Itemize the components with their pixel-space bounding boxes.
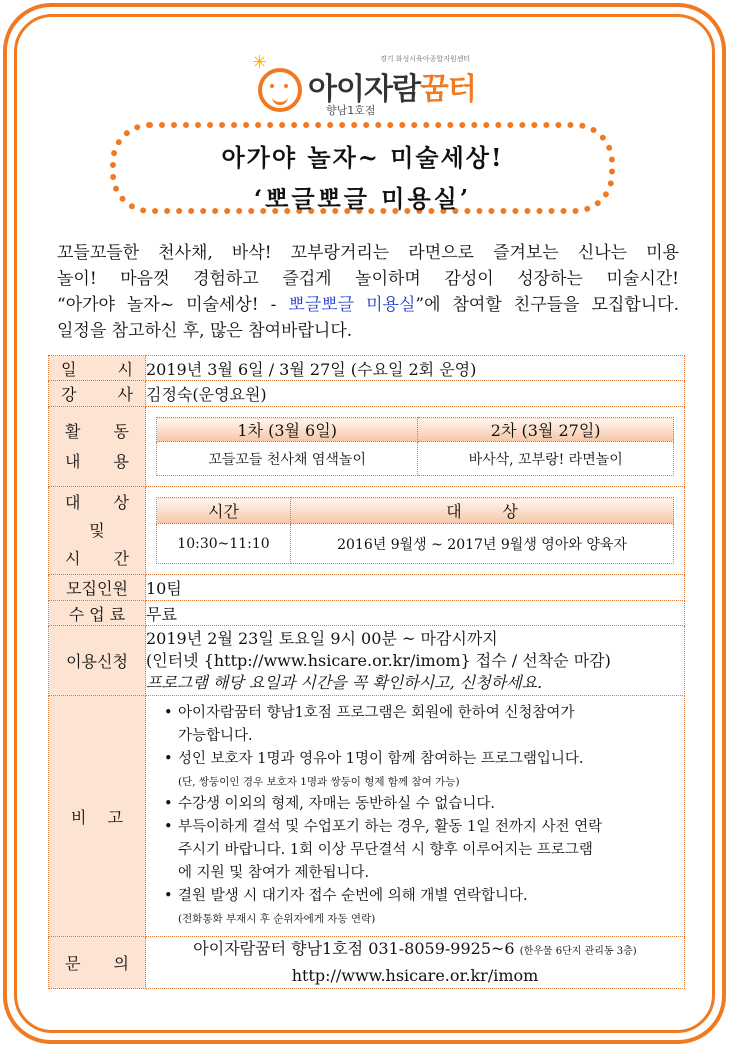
child-face-icon bbox=[258, 68, 302, 112]
note-item: • 결원 발생 시 대기자 접수 순번에 의해 개별 연락합니다. bbox=[164, 885, 678, 908]
notes-list bbox=[146, 696, 684, 936]
row-date: 일 시 2019년 3월 6일 / 3월 27일 (수요일 2회 운영) bbox=[49, 356, 685, 381]
intro-text bbox=[57, 240, 679, 344]
row-apply: 이용신청 2019년 2월 23일 토요일 9시 00분 ~ 마감시까지 (인터넷 {http://www.hsicare.or.kr/imom} 접수 / 선착순 마감) 프로그램 해당 요일과 시간을 꼭 확인하시고, 신청하세요. bbox=[49, 626, 685, 696]
apply-method: (인터넷 {http://www.hsicare.or.kr/imom} 접수 / 선착순 마감) bbox=[146, 650, 611, 670]
intro-line: 놀이! 마음껏 경험하고 즐겁게 놀이하며 감성이 성장하는 미술시간! bbox=[57, 269, 679, 289]
note-item: • 아이자람꿈터 향남1호점 프로그램은 회원에 한하여 신청참여가 가능합니다. bbox=[164, 702, 678, 748]
row-notes: 비 고 • 아이자람꿈터 향남1호점 프로그램은 회원에 한하여 신청참여가 가능합니다. • 성인 보호자 1명과 영유아 1명이 함께 참여하는 프로그램입니다. (단, 쌍둥이인 경우 보호자 1명과 쌍둥이 형제 함께 참여 가능) • 수강생 이외의 형제, 자매는 동반하실 수 없습니다. • 부득이하게 결석 및 수업포기 하는 경우, 활동 1일 전까지 사전 연락 주시기 바랍니다. 1회 이상 무단결석 시 향후 이루어지는 프로그램 에 지원 및 참여가 제한됩니다. • 결원 발생 시 대기자 접수 순번에 의해 개별 연락합니다. (전화통화 부재시 후 순위자에게 자동 연락) bbox=[49, 696, 685, 937]
row-activity: 활 동 내 용 1차 (3월 6일) 2차 (3월 27일) 꼬들꼬들 천사채 염색놀이 바사삭, 꼬부랑! 라면놀이 bbox=[49, 407, 685, 487]
target-subtable bbox=[156, 497, 674, 564]
apply-period: 2019년 2월 23일 토요일 9시 00분 ~ 마감시까지 bbox=[146, 628, 498, 648]
row-recruit: 모집인원 10팀 bbox=[49, 575, 685, 601]
logo bbox=[250, 50, 500, 120]
activity-subtable bbox=[156, 417, 674, 476]
contact-url[interactable]: http://www.hsicare.or.kr/imom bbox=[291, 966, 539, 985]
row-fee: 수 업 료 무료 bbox=[49, 601, 685, 626]
date-value: 2019년 3월 6일 / 3월 27일 (수요일 2회 운영) bbox=[146, 356, 685, 381]
logo-center-name: 경기 화성시육아종합지원센터 bbox=[380, 55, 471, 63]
session2-content: 바사삭, 꼬부랑! 라면놀이 bbox=[418, 442, 674, 476]
row-teacher: 강 사 김정숙(운영요원) bbox=[49, 381, 685, 407]
apply-notice: 프로그램 해당 요일과 시간을 꼭 확인하시고, 신청하세요. bbox=[146, 672, 543, 692]
session1-content: 꼬들꼬들 천사채 염색놀이 bbox=[157, 442, 418, 476]
sparkle-icon: ✳ bbox=[252, 52, 268, 73]
intro-line: 꼬들꼬들한 천사채, 바삭! 꼬부랑거리는 라면으로 즐겨보는 신나는 미용 bbox=[57, 243, 679, 263]
target-value: 2016년 9월생 ~ 2017년 9월생 영아와 양육자 bbox=[291, 524, 674, 564]
contact-phone: 아이자람꿈터 향남1호점 031-8059-9925~6 (한우물 6단지 관리동 3층) bbox=[193, 939, 637, 958]
note-sub: (단, 쌍둥이인 경우 보호자 1명과 쌍둥이 형제 함께 참여 가능) bbox=[178, 776, 460, 788]
note-item: • 수강생 이외의 형제, 자매는 동반하실 수 없습니다. bbox=[164, 793, 678, 816]
row-target: 대 상 및 시 간 시간 대 상 10:30~11:10 2016년 9월생 ~ 2017년 9월생 영아와 양육자 bbox=[49, 487, 685, 575]
row-contact: 문 의 아이자람꿈터 향남1호점 031-8059-9925~6 (한우물 6단지 관리동 3층) http://www.hsicare.or.kr/imom bbox=[49, 937, 685, 989]
title-line2: ‘뽀글뽀글 미용실’ bbox=[253, 184, 472, 213]
note-item: • 부득이하게 결석 및 수업포기 하는 경우, 활동 1일 전까지 사전 연락 주시기 바랍니다. 1회 이상 무단결석 시 향후 이루어지는 프로그램 에 지원 및 참여가 제한됩니다. bbox=[164, 816, 678, 885]
logo-branch: 향남1호점 bbox=[326, 104, 376, 117]
note-sub: (전화통화 부재시 후 순위자에게 자동 연락) bbox=[178, 913, 376, 925]
intro-line: 일정을 참고하신 후, 많은 참여바랍니다. bbox=[57, 321, 353, 341]
session1-header: 1차 (3월 6일) bbox=[157, 418, 418, 442]
session2-header: 2차 (3월 27일) bbox=[418, 418, 674, 442]
logo-name: 아이자람꿈터 bbox=[308, 72, 476, 107]
time-header: 시간 bbox=[157, 498, 291, 524]
fee-value: 무료 bbox=[146, 601, 685, 626]
title-line1: 아가야 놀자~ 미술세상! bbox=[221, 143, 504, 172]
title-box bbox=[110, 122, 615, 214]
recruit-value: 10팀 bbox=[146, 575, 685, 601]
target-header: 대 상 bbox=[291, 498, 674, 524]
info-table bbox=[48, 355, 685, 989]
time-value: 10:30~11:10 bbox=[157, 524, 291, 564]
note-item: • 성인 보호자 1명과 영유아 1명이 함께 참여하는 프로그램입니다. bbox=[164, 748, 678, 771]
intro-line: “아가야 놀자~ 미술세상! - 뽀글뽀글 미용실”에 참여할 친구들을 모집합니다. bbox=[57, 295, 680, 315]
teacher-value: 김정숙(운영요원) bbox=[146, 381, 685, 407]
